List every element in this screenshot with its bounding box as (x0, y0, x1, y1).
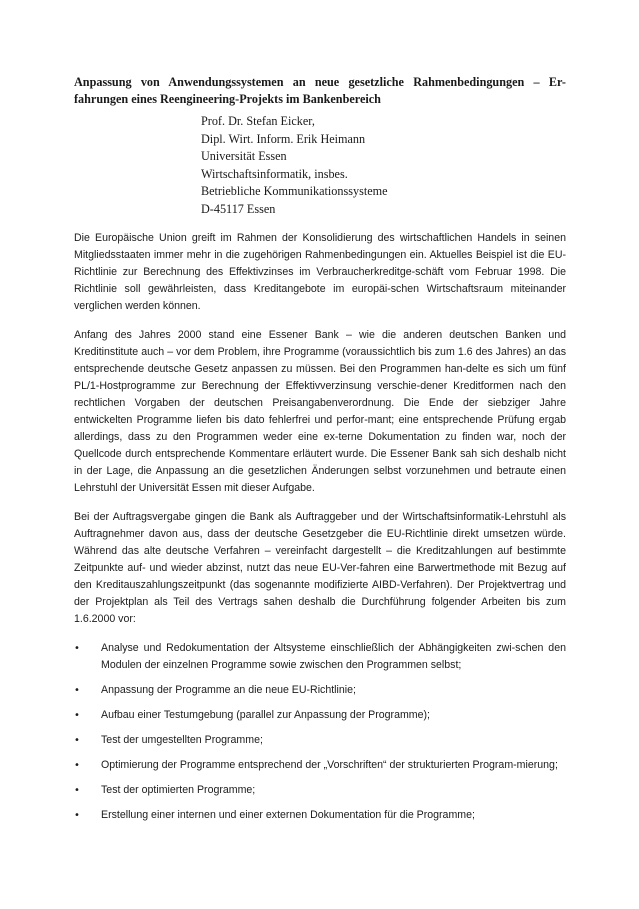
list-item (74, 757, 566, 774)
paper-title: Anpassung von Anwendungssystemen an neue gesetzliche Rahmenbedingungen – Er-fahrungen eines Reengineering-Projekts im Bankenbereich (74, 75, 566, 106)
affiliation-department: Wirtschaftsinformatik, insbes. (201, 166, 348, 181)
bullet-icon: • (74, 760, 80, 771)
bullet-icon: • (74, 735, 80, 746)
affiliation-address: D-45117 Essen (201, 201, 276, 216)
list-item (74, 682, 566, 699)
list-item-text: Analyse und Redokumentation der Altsysteme einschließlich der Abhängigkeiten zwi-schen den Modulen der einzelnen Programme sowie zwischen den Programmen selbst; (101, 642, 566, 671)
list-item (74, 707, 566, 724)
bullet-icon: • (74, 785, 80, 796)
bullet-icon: • (74, 710, 80, 721)
author-block (201, 113, 566, 218)
list-item-text: Optimierung der Programme entsprechend der „Vorschriften“ der strukturierten Program-mierung; (101, 759, 558, 771)
body-paragraph: Bei der Auftragsvergabe gingen die Bank als Auftraggeber und der Wirtschaftsinformatik-Lehrstuhl als Auftragnehmer davon aus, dass der deutsche Gesetzgeber die EU-Richtlinie direkt umsetzen würde. Während das alte deutsche Verfahren – vereinfacht dargestellt – die Kreditzahlungen auf bestimmte Zeitpunkte auf- und wieder abzinst, nutzt das neue EU-Ver-fahren eine Barwertmethode mit Bezug auf den Kreditauszahlungszeitpunkt (das sogenannte modifizierte AIBD-Verfahren). Der Projektvertrag und der Projektplan als Teil des Vertrags sahen deshalb die Durchführung folgender Arbeiten bis zum 1.6.2000 vor: (74, 511, 566, 625)
bullet-icon: • (74, 643, 80, 654)
task-list (74, 640, 566, 824)
affiliation-chair: Betriebliche Kommunikationssysteme (201, 184, 388, 198)
body-paragraph: Die Europäische Union greift im Rahmen der Konsolidierung des wirtschaftlichen Handels in seinen Mitgliedsstaaten immer mehr in die zugehörigen Rahmenbedingungen ein. Aktuelles Beispiel ist die EU-Richtlinie zur Berechnung des Effektivzinses im Verbraucherkreditge-schäft vom Februar 1998. Die Richtlinie soll gewährleisten, dass Kreditangebote im europäi-schen Wirtschaftsraum miteinander verglichen werden können. (74, 232, 566, 312)
bullet-icon: • (74, 685, 80, 696)
list-item-text: Test der optimierten Programme; (101, 784, 256, 796)
author-name: Dipl. Wirt. Inform. Erik Heimann (201, 131, 366, 146)
bullet-icon: • (74, 810, 80, 821)
list-item (74, 732, 566, 749)
list-item-text: Erstellung einer internen und einer externen Dokumentation für die Programme; (101, 809, 475, 821)
list-item (74, 782, 566, 799)
affiliation-university: Universität Essen (201, 149, 287, 163)
document-page (74, 74, 566, 832)
list-item (74, 807, 566, 824)
list-item-text: Aufbau einer Testumgebung (parallel zur Anpassung der Programme); (101, 709, 430, 721)
list-item-text: Test der umgestellten Programme; (101, 734, 263, 746)
list-item-text: Anpassung der Programme an die neue EU-Richtlinie; (101, 684, 356, 696)
author-name: Prof. Dr. Stefan Eicker, (201, 114, 315, 128)
list-item (74, 640, 566, 674)
body-paragraph: Anfang des Jahres 2000 stand eine Essener Bank – wie die anderen deutschen Banken und Kreditinstitute auch – vor dem Problem, ihre Programme (voraussichtlich bis zum 1.6 des Jahres) an das entsprechende deutsche Gesetz anpassen zu müssen. Bei den Programmen han-delte es sich um fünf PL/1-Hostprogramme zur Berechnung der Effektivverzinsung verschie-dener Kreditformen nach den rechtlichen Vorgaben der deutschen Preisangabenverordnung. Die Ende der siebziger Jahre entwickelten Programme liefen bis dato fehlerfrei und perfor-mant; eine entsprechende Prüfung ergab allerdings, dass zu den Programmen weder eine ex-terne Dokumentation zu finden war, noch der Quellcode durch entsprechende Kommentare erläutert wurde. Die Essener Bank sah sich deshalb nicht in der Lage, die Anpassung an die gesetzlichen Änderungen selbst vorzunehmen und betraute einen Lehrstuhl der Universität Essen mit dieser Aufgabe. (74, 329, 566, 494)
